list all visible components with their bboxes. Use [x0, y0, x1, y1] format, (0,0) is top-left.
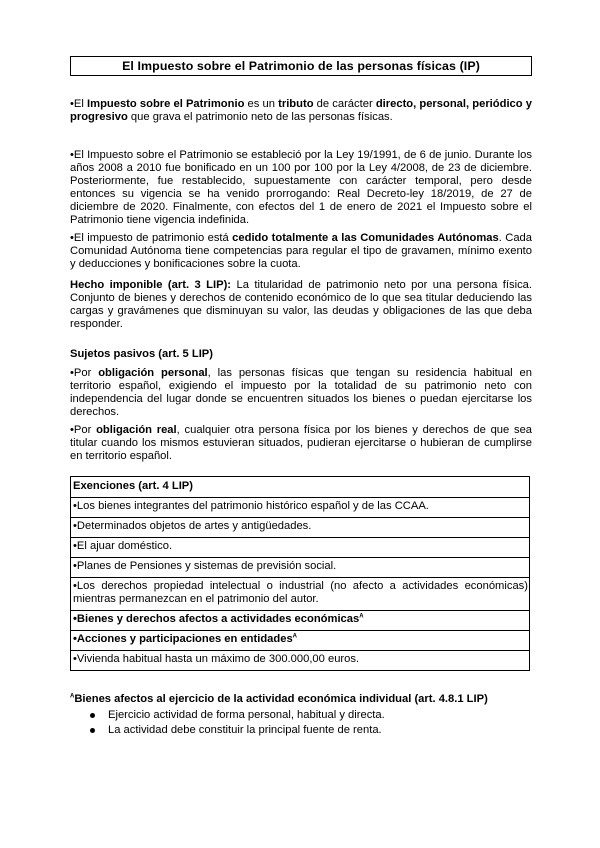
list-item: La actividad debe constituir la principal fuente de renta.: [70, 724, 532, 739]
intro-paragraph: •El Impuesto sobre el Patrimonio es un tributo de carácter directo, personal, periódico y progresivo que grava el patrimonio neto de las personas físicas.: [70, 98, 532, 123]
exencion-item: •Vivienda habitual hasta un máximo de 300.000,00 euros.: [73, 653, 360, 665]
bullet-icon: [90, 713, 95, 718]
exencion-item: •El ajuar doméstico.: [71, 538, 529, 558]
bullet-icon: [90, 728, 95, 733]
exenciones-table: [70, 476, 530, 671]
exencion-item: •Planes de Pensiones y sistemas de previsión social.: [71, 558, 529, 578]
footnote-heading: $^A$Bienes afectos al ejercicio de la actividad económica individual (art. 4.8.1 LIP): [70, 693, 488, 705]
exencion-item-bold: •Acciones y participaciones en entidades$^A$: [71, 631, 529, 651]
exencion-item: •Los bienes integrantes del patrimonio histórico español y de las CCAA.: [71, 498, 529, 518]
obligacion-personal-paragraph: •Por obligación personal, las personas físicas que tengan su residencia habitual en territorio español, exigiendo el impuesto por la totalidad de su patrimonio neto con independencia del lugar donde se encuentren situados los bienes o puedan ejercitarse los derechos.: [70, 367, 532, 418]
exenciones-heading: Exenciones (art. 4 LIP): [71, 477, 529, 498]
sujetos-heading: Sujetos pasivos (art. 5 LIP): [70, 348, 213, 360]
hecho-imponible-paragraph: Hecho imponible (art. 3 LIP): La titularidad de patrimonio neto por una persona física. Conjunto de bienes y derechos de contenido económico de lo que sea titular deduciendo las cargas y gravámenes que disminuyan su valor, las deudas y obligaciones de las que deba responder.: [70, 279, 532, 330]
exencion-item: •Determinados objetos de artes y antigüedades.: [71, 518, 529, 538]
ceded-paragraph: •El impuesto de patrimonio está cedido totalmente a las Comunidades Autónomas. Cada Comunidad Autónoma tiene competencias para regular el tipo de gravamen, mínimo exento y deducciones y bonificaciones sobre la cuota.: [70, 232, 533, 270]
footnote-list: [70, 709, 532, 739]
document-page: [70, 56, 532, 739]
exencion-item: •Los derechos propiedad intelectual o industrial (no afecto a actividades económicas) mientras permanezcan en el patrimonio del autor.: [71, 578, 529, 611]
obligacion-real-paragraph: •Por obligación real, cualquier otra persona física por los bienes y derechos de que sea titular cuando los mismos estuvieran situados, pudieran ejercitarse o hubieran de cumplirse en territorio español.: [70, 424, 533, 462]
document-title: El Impuesto sobre el Patrimonio de las personas físicas (IP): [70, 56, 532, 76]
exencion-item-bold: •Bienes y derechos afectos a actividades económicas$^A$: [71, 611, 529, 631]
history-paragraph: •El Impuesto sobre el Patrimonio se estableció por la Ley 19/1991, de 6 de junio. Durante los años 2008 a 2010 fue bonificado en un 100 por 100 por la Ley 4/2008, de 23 de diciembre. Posteriormente, fue restablecido, supuestamente con carácter temporal, pero desde entonces su vigencia se ha venido prorrogando: Real Decreto-ley 18/2019, de 27 de diciembre de 2020. Finalmente, con efectos del 1 de enero de 2021 el Impuesto sobre el Patrimonio tiene vigencia indefinida.: [70, 149, 532, 226]
list-item: Ejercicio actividad de forma personal, habitual y directa.: [70, 709, 532, 724]
